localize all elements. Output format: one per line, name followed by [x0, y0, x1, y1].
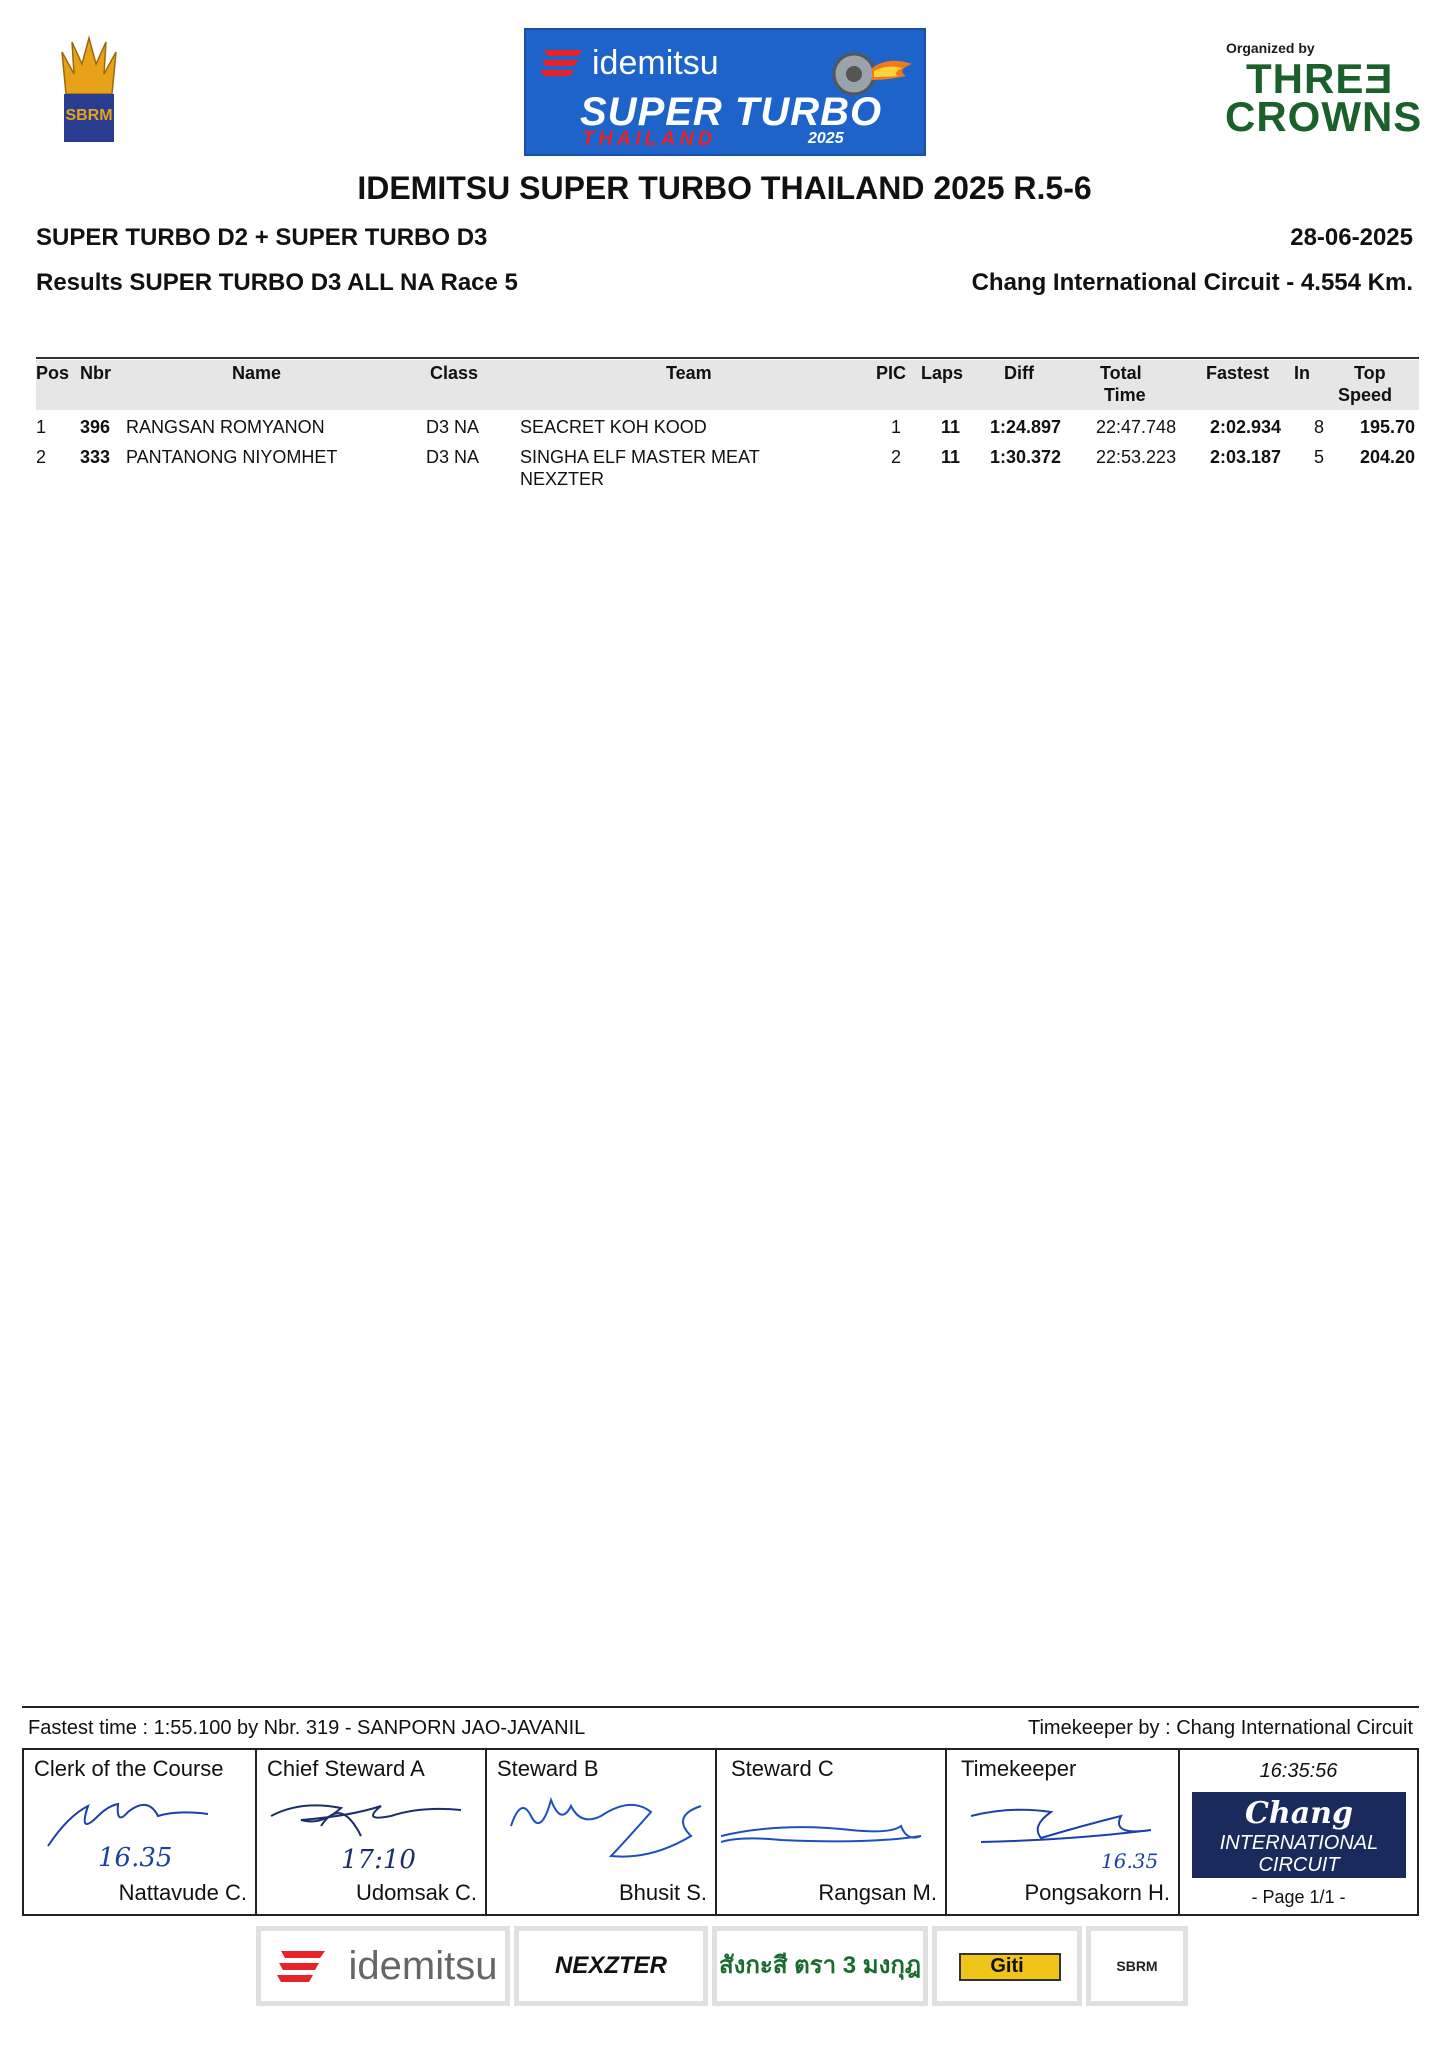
- table-row: [36, 446, 1419, 494]
- three-crowns-logo-line2: CROWNS: [1225, 93, 1423, 140]
- handwritten-signature: [261, 1786, 481, 1876]
- sponsor-three-crowns: [712, 1926, 928, 2006]
- row-name: PANTANONG NIYOMHET: [126, 447, 338, 467]
- chang-logo-line3: CIRCUIT: [1258, 1854, 1340, 1876]
- sponsor-label: idemitsu: [348, 1944, 498, 1988]
- page-number: - Page 1/1 -: [1251, 1887, 1346, 1907]
- sbrm-logo: [54, 34, 124, 146]
- row-team: SINGHA ELF MASTER MEAT: [520, 447, 760, 467]
- signature-title: Timekeeper: [961, 1756, 1077, 1781]
- sponsor-nexzter: [514, 1926, 708, 2006]
- event-date: 28-06-2025: [1290, 224, 1413, 251]
- handwritten-signature: [491, 1786, 717, 1876]
- row-laps: 11: [941, 447, 961, 467]
- signature-name: Udomsak C.: [355, 1880, 477, 1905]
- row-class: D3 NA: [426, 447, 480, 467]
- row-top-speed: 195.70: [1360, 417, 1416, 437]
- col-top-line2: Speed: [1338, 385, 1393, 405]
- col-class: Class: [430, 363, 479, 383]
- idemitsu-super-turbo-logo: [524, 28, 926, 156]
- row-fastest: 2:03.187: [1210, 447, 1282, 467]
- signature-cell-chief-steward: [257, 1750, 487, 1914]
- timekeeper-credit: Timekeeper by : Chang International Circuit: [1028, 1717, 1413, 1739]
- results-title: Results SUPER TURBO D3 ALL NA Race 5: [36, 269, 518, 296]
- logo-year-text: 2025: [808, 130, 844, 147]
- footer-rule: [22, 1706, 1419, 1708]
- row-class: D3 NA: [426, 417, 480, 437]
- signature-cell-timekeeper: [947, 1750, 1180, 1914]
- signature-title: Clerk of the Course: [34, 1756, 224, 1781]
- row-total-time: 22:47.748: [1096, 417, 1177, 437]
- circuit-name: Chang International Circuit - 4.554 Km.: [971, 269, 1413, 296]
- signature-name: Rangsan M.: [818, 1880, 937, 1905]
- col-top-line1: Top: [1354, 363, 1386, 383]
- svg-text:16.35: 16.35: [1101, 1849, 1159, 1873]
- col-laps: Laps: [921, 363, 964, 383]
- idemitsu-wing-icon: [538, 44, 588, 84]
- fastest-time-line: Fastest time : 1:55.100 by Nbr. 319 - SANPORN JAO-JAVANIL: [28, 1717, 586, 1739]
- col-name: Name: [232, 363, 282, 383]
- svg-text:SBRM: SBRM: [65, 107, 113, 124]
- col-in: In: [1294, 363, 1310, 383]
- row-nbr: 396: [80, 417, 111, 437]
- row-team: SEACRET KOH KOOD: [520, 417, 707, 437]
- col-total-line1: Total: [1100, 363, 1142, 383]
- row-in: 8: [1314, 417, 1325, 437]
- row-fastest: 2:02.934: [1210, 417, 1282, 437]
- organized-by-caption: Organized by: [1226, 40, 1315, 56]
- event-title: IDEMITSU SUPER TURBO THAILAND 2025 R.5-6: [357, 170, 1092, 206]
- row-team-line2: NEXZTER: [520, 469, 605, 489]
- signature-cell-steward-c: [717, 1750, 947, 1914]
- row-name: RANGSAN ROMYANON: [126, 417, 325, 437]
- row-diff: 1:24.897: [990, 417, 1062, 437]
- sponsor-idemitsu: [256, 1926, 510, 2006]
- row-pic: 2: [891, 447, 902, 467]
- signature-title: Steward B: [497, 1756, 599, 1781]
- chang-circuit-logo: [1192, 1792, 1406, 1878]
- row-pos: 1: [36, 417, 47, 437]
- signature-name: Bhusit S.: [618, 1880, 707, 1905]
- sponsor-label: SBRM: [1116, 1958, 1158, 1974]
- sponsor-label: NEXZTER: [554, 1952, 667, 1979]
- sponsor-label: Giti: [990, 1955, 1024, 1977]
- row-nbr: 333: [80, 447, 111, 467]
- chang-logo-word: Chang: [1245, 1796, 1353, 1831]
- super-turbo-text: SUPER TURBO: [580, 90, 883, 134]
- series-title: SUPER TURBO D2 + SUPER TURBO D3: [36, 224, 488, 251]
- col-diff: Diff: [1004, 363, 1034, 383]
- handwritten-signature: [951, 1786, 1177, 1876]
- sponsor-sbrm: [1086, 1926, 1188, 2006]
- signature-cell-steward-b: [487, 1750, 717, 1914]
- col-pic: PIC: [876, 363, 907, 383]
- signature-title: Steward C: [731, 1756, 834, 1781]
- print-time: 16:35:56: [1259, 1760, 1338, 1782]
- sponsor-giti: [932, 1926, 1082, 2006]
- timing-cell: [1180, 1750, 1417, 1914]
- row-total-time: 22:53.223: [1096, 447, 1177, 467]
- row-diff: 1:30.372: [990, 447, 1062, 467]
- signature-name: Pongsakorn H.: [1024, 1880, 1170, 1905]
- col-pos: Pos: [36, 363, 70, 383]
- signature-cell-clerk: [24, 1750, 257, 1914]
- row-pic: 1: [891, 417, 902, 437]
- svg-text:17:10: 17:10: [341, 1845, 416, 1875]
- signature-name: Nattavude C.: [118, 1880, 247, 1905]
- idemitsu-brand-text: idemitsu: [592, 44, 719, 82]
- row-top-speed: 204.20: [1360, 447, 1416, 467]
- signature-box: [22, 1748, 1419, 1916]
- handwritten-signature: [28, 1786, 248, 1876]
- table-header: [36, 360, 1419, 410]
- table-row: [36, 416, 1419, 444]
- row-pos: 2: [36, 447, 47, 467]
- thailand-text: THAILAND: [582, 128, 717, 150]
- table-top-rule: [36, 357, 1419, 359]
- three-crowns-logo-line1: THREƎ: [1246, 55, 1394, 102]
- col-nbr: Nbr: [80, 363, 111, 383]
- chang-logo-line2: INTERNATIONAL: [1219, 1832, 1379, 1854]
- handwritten-signature: [721, 1786, 947, 1876]
- col-total-line2: Time: [1104, 385, 1146, 405]
- signature-title: Chief Steward A: [267, 1756, 425, 1781]
- row-in: 5: [1314, 447, 1325, 467]
- sponsor-label: สังกะสี ตรา 3 มงกุฎ: [719, 1952, 921, 1979]
- svg-text:16.35: 16.35: [98, 1843, 173, 1873]
- col-team: Team: [666, 363, 712, 383]
- row-laps: 11: [941, 417, 961, 437]
- col-fastest: Fastest: [1206, 363, 1270, 383]
